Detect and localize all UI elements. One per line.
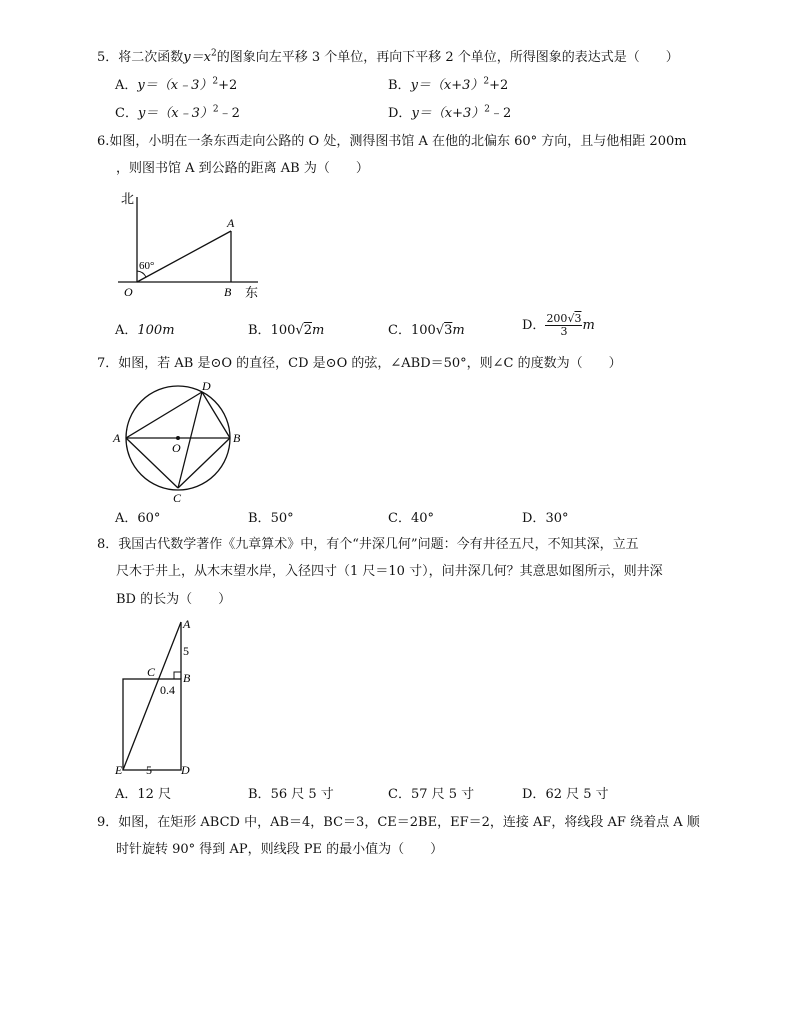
q6-figure (110, 185, 270, 305)
q7-option-b[interactable]: B．50° (248, 511, 294, 526)
q8-stem-line3: BD 的长为（ ） (116, 592, 232, 607)
q8-label-ed: 5 (146, 763, 152, 777)
q8-stem-line1: 8．我国古代数学著作《九章算术》中，有个“井深几何”问题：今有井径五尺，不知其深，立五 (97, 537, 639, 552)
q7-label-b: B (233, 431, 241, 445)
q8-option-c[interactable]: C．57 尺 5 寸 (388, 787, 475, 802)
q9-stem-line2: 时针旋转 90° 得到 AP，则线段 PE 的最小值为（ ） (116, 842, 444, 857)
q8-stem-line2: 尺木于井上，从木末望水岸，入径四寸（1 尺＝10 寸），问井深几何？其意思如图所示，则井深 (116, 564, 663, 579)
q8-label-d: D (181, 763, 190, 777)
q8-option-d[interactable]: D．62 尺 5 寸 (522, 787, 609, 802)
q6-label-b: B (224, 285, 232, 299)
q6-stem-line1: 6.如图，小明在一条东西走向公路的 O 处，测得图书馆 A 在他的北偏东 60° 方向，且与他相距 200m (97, 134, 687, 149)
q8-label-e: E (115, 763, 123, 777)
q5-option-a[interactable]: A．y＝（x﹣3）$^2$+2 (115, 76, 238, 93)
q7-option-c[interactable]: C．40° (388, 511, 434, 526)
q5-option-b[interactable]: B．$y=(x+3)^2+2$ (388, 76, 509, 93)
q7-option-d[interactable]: D．30° (522, 511, 569, 526)
q6-label-north: 北 (121, 191, 135, 206)
q6-number: 6. (97, 134, 110, 149)
q8-number: 8． (97, 537, 119, 552)
q8-label-c: C (147, 665, 156, 679)
q8-label-b: B (183, 671, 191, 685)
q7-label-d: D (202, 379, 211, 393)
q7-stem: 7．如图，若 AB 是⊙O 的直径，CD 是⊙O 的弦，∠ABD＝50°，则∠C 的度数为（ ） (97, 356, 622, 371)
q6-option-d[interactable]: D． $\frac{200√3}{3}$ m (522, 312, 595, 338)
q6-stem-line2: ，则图书馆 A 到公路的距离 AB 为（ ） (116, 161, 369, 176)
q6-option-c[interactable]: C．100√3m (388, 323, 465, 338)
q8-label-ab: 5 (183, 644, 189, 658)
q8-option-a[interactable]: A．12 尺 (115, 787, 172, 802)
q7-label-c: C (173, 491, 182, 505)
q5-stem: 5．将二次函数$y=x^2$的图象向左平移 3 个单位，再向下平移 2 个单位，所得图象的表达式是（ ） (97, 48, 679, 65)
q9-number: 9． (97, 815, 119, 830)
q6-option-a[interactable]: A．100m (115, 323, 175, 338)
q5-option-c[interactable]: C．y＝（x﹣3）$^2$﹣2 (115, 104, 240, 121)
q8-option-b[interactable]: B．56 尺 5 寸 (248, 787, 334, 802)
q5-number: 5． (97, 50, 119, 65)
q7-label-o: O (172, 441, 181, 455)
q9-stem-line1: 9．如图，在矩形 ABCD 中，AB＝4，BC＝3，CE＝2BE，EF＝2，连接 AF，将线段 AF 绕着点 A 顺 (97, 815, 700, 830)
q7-figure (110, 378, 250, 506)
q6-label-o: O (124, 285, 133, 299)
q6-option-b[interactable]: B．100√2m (248, 323, 325, 338)
q6-label-angle: 60° (139, 260, 155, 272)
q8-label-cb: 0.4 (160, 683, 175, 697)
q6-label-a: A (227, 216, 235, 230)
q6-label-east: 东 (245, 285, 259, 300)
q7-number: 7． (97, 356, 119, 371)
q8-label-a: A (183, 617, 191, 631)
q7-label-a: A (113, 431, 121, 445)
q7-option-a[interactable]: A．60° (115, 511, 161, 526)
q8-figure (105, 612, 215, 780)
fraction: $\frac{200√3}{3}$ (546, 312, 582, 338)
q5-option-d[interactable]: D．$y=(x+3)^2﹣2$ (388, 104, 512, 121)
